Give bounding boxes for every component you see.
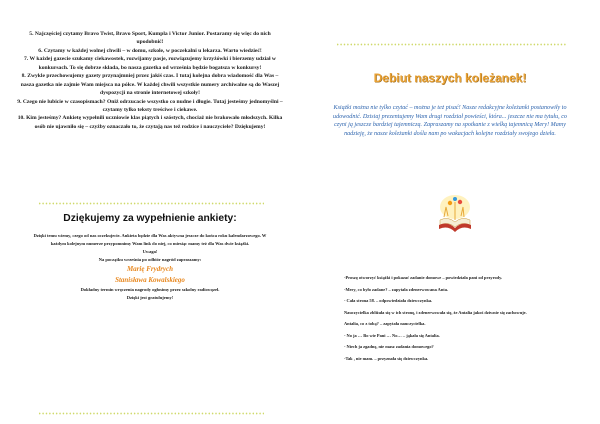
dotted-divider: [336, 43, 566, 46]
list-item: 8. Zwykle przechowujemy gazety przynajmniej przez jakiś czas. I tutaj kolejna dobra wiadomość dla Was – nasza gazetka nie zajmie Wam miejsca na półce. W każdej chwili wszystkie numery archiwalne są do Waszej dyspozycji na stronie internetowej szkoły!: [20, 73, 280, 96]
list-item: 7. W każdej gazecie szukamy ciekawostek, rozwijamy pasje, rozwiązujemy krzyżówki i bierzemy udział w konkursach. To się dobrze składa, bo nasza gazetka od września będzie bogatsza w konkursy!: [24, 56, 276, 71]
list-item: 6. Czytamy w każdej wolnej chwili – w domu, szkole, w poczekalni u lekarza. Warto wiedzieć!: [38, 47, 262, 54]
winner-name: Stanisława Kowalskiego: [115, 276, 185, 284]
dotted-divider: [38, 412, 264, 415]
award-info: Dokładny termin wręczenia nagrody ogłosimy przez szkolny radiowęzeł.: [80, 287, 220, 292]
story-line: -Mery, co było zadane? – zapytała zdenerwowana Anta.: [344, 286, 449, 292]
story-line: Nauczycielka zbliżała się w ich stronę, i zdenerwowała się, że Antalia jakoś dziwnie się zachowuje.: [344, 309, 527, 315]
story-line: -Tak , nie mam. – przyznała się dziewczynka.: [344, 355, 429, 361]
attention-label: Uwaga!: [142, 249, 158, 254]
story-excerpt: [336, 275, 568, 367]
thanks-heading: Dziękujemy za wypełnienie ankiety:: [63, 213, 237, 224]
thanks-paragraph: Dzięki temu wiemy, czego od nas oczekujecie. Ankieta będzie dla Was aktywna jeszcze do końca roku kalendarzowego. W każdym kolejnym numerze przypomnimy Wam link do niej, co miesiąc mamy też dla Was dwie książki.: [33, 233, 267, 246]
survey-results-list: [16, 30, 284, 131]
right-page: [300, 0, 600, 424]
list-item: 10. Kim jesteśmy? Ankietę wypełnili uczniowie klas piątych i szóstych, chociaż nie brakowało młodszych. Kilka osób nie ujawniło się – czyżby oznaczało to, że czytają nas też rodzice i nauczyciele? Dziękujemy!: [17, 115, 283, 130]
dotted-divider: [38, 202, 264, 205]
story-line: - No ja … Bo wie Pani … No… – jąkała się Antalia.: [344, 332, 440, 338]
story-line: -Proszę otworzyć książki i pokazać zadanie domowe – powiedziała pani od przyrody.: [344, 275, 503, 280]
thanks-section: [28, 232, 272, 302]
story-line: - Cała strona 58. – odpowiedziała dziewczynka.: [344, 298, 433, 303]
congrats-text: Dzięki jest gratulujemy!: [126, 295, 174, 300]
story-line: - Niech ja zgadnę, nie masz zadania domowego?: [344, 344, 434, 349]
list-item: 9. Czego nie lubicie w czasopismach? Oniż odrzucacie wszystko co nudne i długie. Tutaj jesteśmy jednomyślni – czytamy tylko teksty treściwe i ciekawe.: [17, 98, 283, 113]
award-intro: Na początku września po odbiór nagród zapraszamy:: [98, 257, 202, 262]
story-line: Antalia, co z tobą? – zapytała nauczycielka.: [344, 321, 426, 326]
open-book-illustration: [430, 190, 480, 238]
winner-name: Marię Frydrych: [126, 265, 174, 273]
debut-heading: Debiut naszych koleżanek!: [373, 71, 527, 85]
debut-intro: Książki można nie tylko czytać – można je też pisać! Nasze redakcyjne koleżanki postanowiły to udowodnić. Dzisiaj prezentujemy Wam drugi rozdział powieści, która... jeszcze nie ma tytułu, co czyni ją jeszcze bardziej tajemniczą. Zapraszamy na spotkanie z wielką tajemnicą Mery! Mamy nadzieję, że nasze koleżanki dośla nam po wakacjach kolejne rozdziały swojego dzieła.: [333, 105, 567, 138]
list-item: 5. Najczęściej czytamy Bravo Twist, Bravo Sport, Kumpla i Victor Junior. Postaramy się więc do nich upodobnić!: [29, 31, 271, 46]
